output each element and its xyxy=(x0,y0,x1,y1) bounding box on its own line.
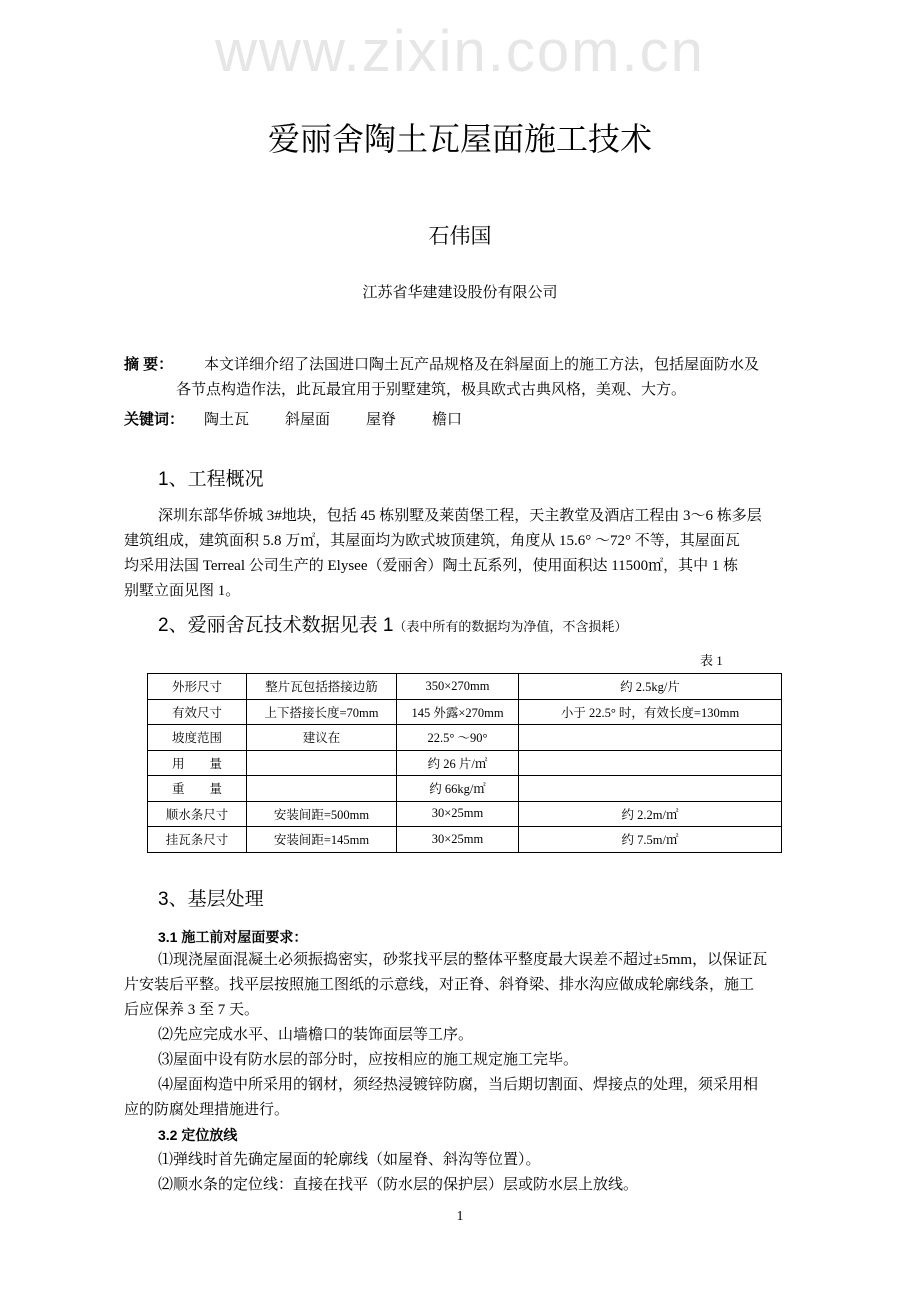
table-cell: 小于 22.5° 时，有效长度=130mm xyxy=(519,699,782,725)
section-heading-text: 2、爱丽舍瓦技术数据见表 1 xyxy=(158,615,394,636)
keyword: 陶土瓦 xyxy=(204,412,250,428)
paragraph-line: 均采用法国 Terreal 公司生产的 Elysee（爱丽舍）陶土瓦系列，使用面积达 11500㎡，其中 1 栋 xyxy=(124,558,739,574)
document-title: 爱丽舍陶土瓦屋面施工技术 xyxy=(267,121,652,157)
page-number: 1 xyxy=(456,1209,464,1224)
author: 石伟国 xyxy=(428,224,492,248)
paragraph-line: ⑶屋面中设有防水层的部分时，应按相应的施工规定施工完毕。 xyxy=(158,1052,579,1068)
table-cell xyxy=(247,750,397,776)
table-row xyxy=(148,776,782,802)
table-row xyxy=(148,699,782,725)
abstract-line: 各节点构造作法，此瓦最宜用于别墅建筑，极具欧式古典风格，美观、大方。 xyxy=(176,382,687,398)
table-row xyxy=(148,725,782,751)
section-note: （表中所有的数据均为净值，不含损耗） xyxy=(393,619,628,634)
paragraph-line: 别墅立面见图 1。 xyxy=(124,583,241,599)
table-cell: 整片瓦包括搭接边筋 xyxy=(247,674,397,700)
table-cell: 坡度范围 xyxy=(148,725,247,751)
paragraph-line: 后应保养 3 至 7 天。 xyxy=(124,1002,260,1018)
company: 江苏省华建建设股份有限公司 xyxy=(362,284,558,301)
table-caption: 表 1 xyxy=(700,653,723,668)
section-heading: 1、工程概况 xyxy=(158,469,264,490)
table-cell: 有效尺寸 xyxy=(148,699,247,725)
paragraph-line: 应的防腐处理措施进行。 xyxy=(124,1102,290,1118)
paragraph-line: ⑴现浇屋面混凝土必须振捣密实，砂浆找平层的整体平整度最大误差不超过±5mm，以保证瓦 xyxy=(158,952,768,968)
data-table xyxy=(147,673,782,853)
keywords-row xyxy=(124,410,462,430)
table-row xyxy=(148,750,782,776)
table-cell: 重 量 xyxy=(148,776,247,802)
table-row xyxy=(148,801,782,827)
table-cell: 30×25mm xyxy=(397,801,519,827)
table-cell: 用 量 xyxy=(148,750,247,776)
section-heading xyxy=(158,615,627,638)
paragraph-line: 片安装后平整。找平层按照施工图纸的示意线，对正脊、斜脊梁、排水沟应做成轮廓线条，施工 xyxy=(124,977,755,993)
table-row xyxy=(148,827,782,853)
subsection-heading: 3.2 定位放线 xyxy=(158,1127,238,1143)
table-cell xyxy=(519,776,782,802)
paragraph-line: ⑵顺水条的定位线：直接在找平（防水层的保护层）层或防水层上放线。 xyxy=(158,1177,639,1193)
table-cell: 外形尺寸 xyxy=(148,674,247,700)
table-cell: 约 66kg/㎡ xyxy=(397,776,519,802)
keywords-label: 关键词： xyxy=(124,411,185,428)
section-heading: 3、基层处理 xyxy=(158,889,264,910)
table-cell: 顺水条尺寸 xyxy=(148,801,247,827)
table-cell: 约 7.5m/㎡ xyxy=(519,827,782,853)
keyword: 檐口 xyxy=(432,412,463,428)
paragraph-line: ⑷屋面构造中所采用的钢材，须经热浸镀锌防腐，当后期切割面、焊接点的处理，须采用相 xyxy=(158,1077,759,1093)
subsection-heading: 3.1 施工前对屋面要求： xyxy=(158,929,308,945)
table-cell xyxy=(519,750,782,776)
watermark: www.zixin.com.cn xyxy=(215,19,705,84)
table-cell: 安装间距=145mm xyxy=(247,827,397,853)
table-cell: 30×25mm xyxy=(397,827,519,853)
table-cell xyxy=(247,776,397,802)
table-cell: 145 外露×270mm xyxy=(397,699,519,725)
table-cell: 挂瓦条尺寸 xyxy=(148,827,247,853)
table-cell xyxy=(519,725,782,751)
table-cell: 上下搭接长度=70mm xyxy=(247,699,397,725)
table-cell: 约 2.2m/㎡ xyxy=(519,801,782,827)
abstract-line: 本文详细介绍了法国进口陶土瓦产品规格及在斜屋面上的施工方法，包括屋面防水及 xyxy=(204,357,760,373)
table-cell: 安装间距=500mm xyxy=(247,801,397,827)
table-cell: 350×270mm xyxy=(397,674,519,700)
paragraph-line: 深圳东部华侨城 3#地块，包括 45 栋别墅及莱茵堡工程，天主教堂及酒店工程由 3～6 栋多层 xyxy=(158,508,762,524)
table-cell: 约 2.5kg/片 xyxy=(519,674,782,700)
table-cell: 22.5° ～90° xyxy=(397,725,519,751)
paragraph-line: ⑴弹线时首先确定屋面的轮廓线（如屋脊、斜沟等位置）。 xyxy=(158,1152,541,1168)
keyword: 屋脊 xyxy=(366,412,397,428)
table-row xyxy=(148,674,782,700)
table-cell: 约 26 片/㎡ xyxy=(397,750,519,776)
paragraph-line: ⑵先应完成水平、山墙檐口的装饰面层等工序。 xyxy=(158,1027,474,1043)
table-cell: 建议在 xyxy=(247,725,397,751)
keyword: 斜屋面 xyxy=(285,412,331,428)
paragraph-line: 建筑组成，建筑面积 5.8 万㎡，其屋面均为欧式坡顶建筑，角度从 15.6° ～72° 不等，其屋面瓦 xyxy=(124,533,740,549)
abstract-label: 摘 要： xyxy=(124,356,174,373)
